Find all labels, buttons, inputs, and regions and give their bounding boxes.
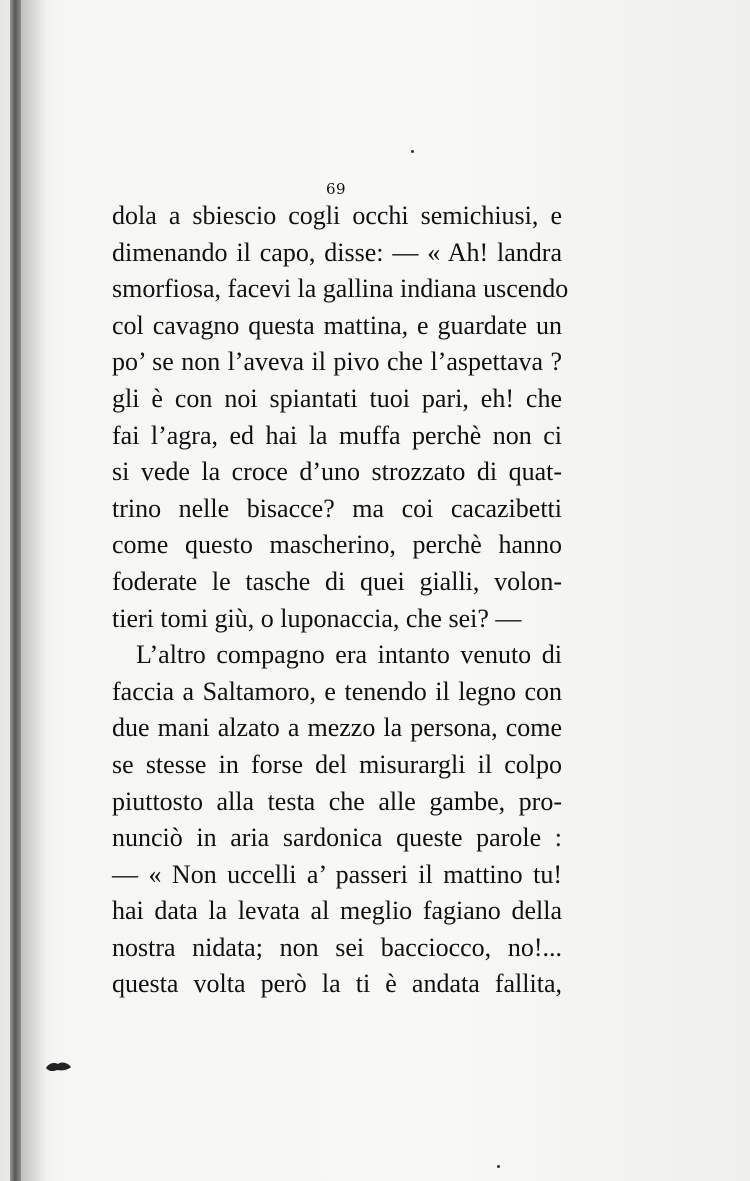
text-line: dimenando il capo, disse: — « Ah! landra xyxy=(112,237,562,267)
text-line: nostra nidata; non sei bacciocco, no!... xyxy=(112,932,562,962)
text-line: smorfiosa, facevi la gallina indiana uscendo xyxy=(112,274,569,304)
body-text xyxy=(112,198,569,1003)
text-line: — « Non uccelli a’ passeri il mattino tu! xyxy=(112,859,562,889)
text-line: piuttosto alla testa che alle gambe, pro- xyxy=(112,786,562,816)
text-line: fai l’agra, ed hai la muffa perchè non ci xyxy=(112,420,562,450)
text-line: gli è con noi spiantati tuoi pari, eh! che xyxy=(112,383,562,413)
text-line: hai data la levata al meglio fagiano della xyxy=(112,896,562,926)
text-line: dola a sbiescio cogli occhi semichiusi, e xyxy=(112,201,562,230)
text-line: due mani alzato a mezzo la persona, come xyxy=(112,713,562,743)
text-line: faccia a Saltamoro, e tenendo il legno con xyxy=(112,676,562,706)
ink-blot xyxy=(44,1058,74,1074)
text-line: trino nelle bisacce? ma coi cacazibetti xyxy=(112,493,562,523)
binding-shadow xyxy=(21,0,47,1181)
paper-speck xyxy=(411,150,414,153)
text-line: questa volta però la ti è andata fallita, xyxy=(112,969,562,999)
text-line: L’altro compagno era intanto venuto di xyxy=(136,640,562,670)
text-line: col cavagno questa mattina, e guardate un xyxy=(112,310,562,340)
text-line: po’ se non l’aveva il pivo che l’aspettava ? xyxy=(112,347,562,377)
text-line: foderate le tasche di quei gialli, volon- xyxy=(112,566,562,596)
text-line: come questo mascherino, perchè hanno xyxy=(112,530,562,560)
page-number: 69 xyxy=(325,180,347,198)
text-line: tieri tomi giù, o luponaccia, che sei? — xyxy=(112,603,522,633)
text-line: nunciò in aria sardonica queste parole : xyxy=(112,823,562,853)
text-line: si vede la croce d’uno strozzato di quat- xyxy=(112,457,562,487)
text-line: se stesse in forse del misurargli il colpo xyxy=(112,749,562,779)
binding-edge xyxy=(10,0,21,1181)
paper-speck xyxy=(497,1165,500,1168)
